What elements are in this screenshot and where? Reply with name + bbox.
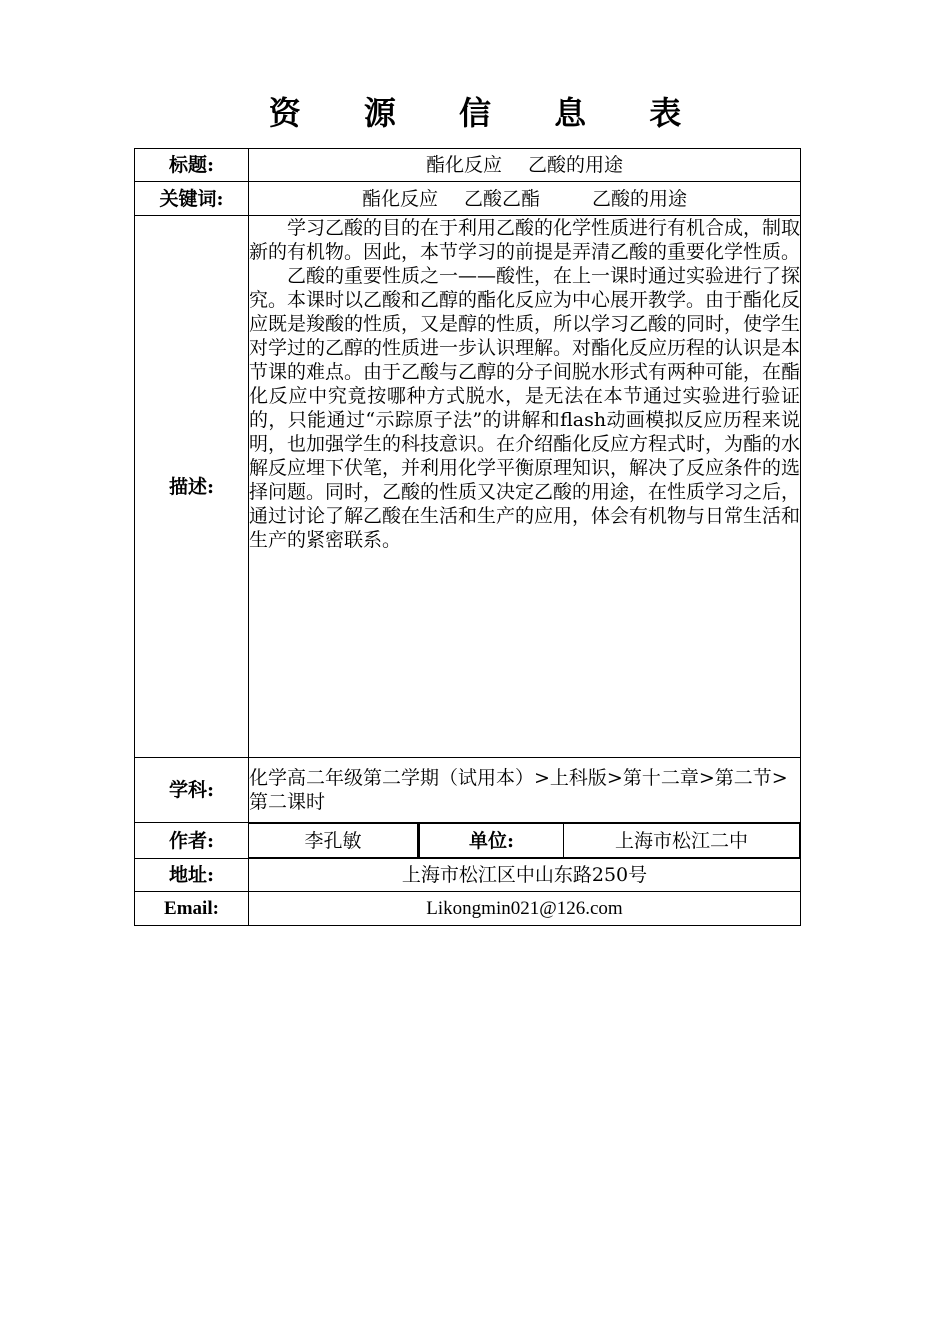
table-row-keywords bbox=[135, 182, 801, 216]
table-row-title bbox=[135, 149, 801, 182]
author-unit-cell bbox=[249, 823, 801, 859]
keywords-value bbox=[249, 182, 801, 216]
page-title: 资 源 信 息 表 bbox=[268, 94, 708, 132]
description-value bbox=[249, 216, 801, 758]
author-unit-table bbox=[249, 823, 800, 858]
address-label: 地址: bbox=[135, 859, 249, 892]
keyword-1: 酯化反应 bbox=[361, 187, 438, 210]
subject-value: 化学高二年级第二学期（试用本）>上科版>第十二章>第二节>第二课时 bbox=[249, 758, 801, 823]
title-part-1: 酯化反应 bbox=[425, 154, 502, 176]
table-row-email bbox=[135, 892, 801, 926]
keyword-2: 乙酸乙酯 bbox=[463, 187, 540, 210]
unit-value: 上海市松江二中 bbox=[564, 824, 800, 858]
title-value bbox=[249, 149, 801, 182]
author-label: 作者: bbox=[135, 823, 249, 859]
author-value: 李孔敏 bbox=[249, 824, 419, 858]
title-part-2: 乙酸的用途 bbox=[528, 154, 624, 176]
description-label: 描述: bbox=[135, 216, 249, 758]
table-row-subject bbox=[135, 758, 801, 823]
table-row-author bbox=[135, 823, 801, 859]
description-paragraph-1: 学习乙酸的目的在于利用乙酸的化学性质进行有机合成，制取新的有机物。因此，本节学习的前提是弄清乙酸的重要化学性质。 bbox=[249, 217, 801, 263]
unit-label: 单位: bbox=[419, 824, 564, 858]
keyword-3: 乙酸的用途 bbox=[592, 187, 688, 210]
resource-info-table bbox=[134, 148, 801, 926]
title-label: 标题: bbox=[135, 149, 249, 182]
subject-label: 学科: bbox=[135, 758, 249, 823]
table-row-address bbox=[135, 859, 801, 892]
address-value: 上海市松江区中山东路250号 bbox=[249, 859, 801, 892]
email-label: Email: bbox=[135, 892, 249, 926]
email-value: Likongmin021@126.com bbox=[249, 892, 801, 926]
description-paragraph-2: 乙酸的重要性质之一——酸性，在上一课时通过实验进行了探究。本课时以乙酸和乙醇的酯化反应为中心展开教学。由于酯化反应既是羧酸的性质，又是醇的性质，所以学习乙酸的同时，使学生对学过的乙醇的性质进一步认识理解。对酯化反应历程的认识是本节课的难点。由于乙酸与乙醇的分子间脱水形式有两种可能，在酯化反应中究竟按哪种方式脱水，是无法在本节通过实验进行验证的，只能通过“示踪原子法”的讲解和flash动画模拟反应历程来说明，也加强学生的科技意识。在介绍酯化反应方程式时，为酯的水解反应埋下伏笔，并利用化学平衡原理知识，解决了反应条件的选择问题。同时，乙酸的性质又决定乙酸的用途，在性质学习之后，通过讨论了解乙酸在生活和生产的应用，体会有机物与日常生活和生产的紧密联系。 bbox=[249, 265, 801, 551]
keywords-label: 关键词: bbox=[135, 182, 249, 216]
table-row-description bbox=[135, 216, 801, 758]
